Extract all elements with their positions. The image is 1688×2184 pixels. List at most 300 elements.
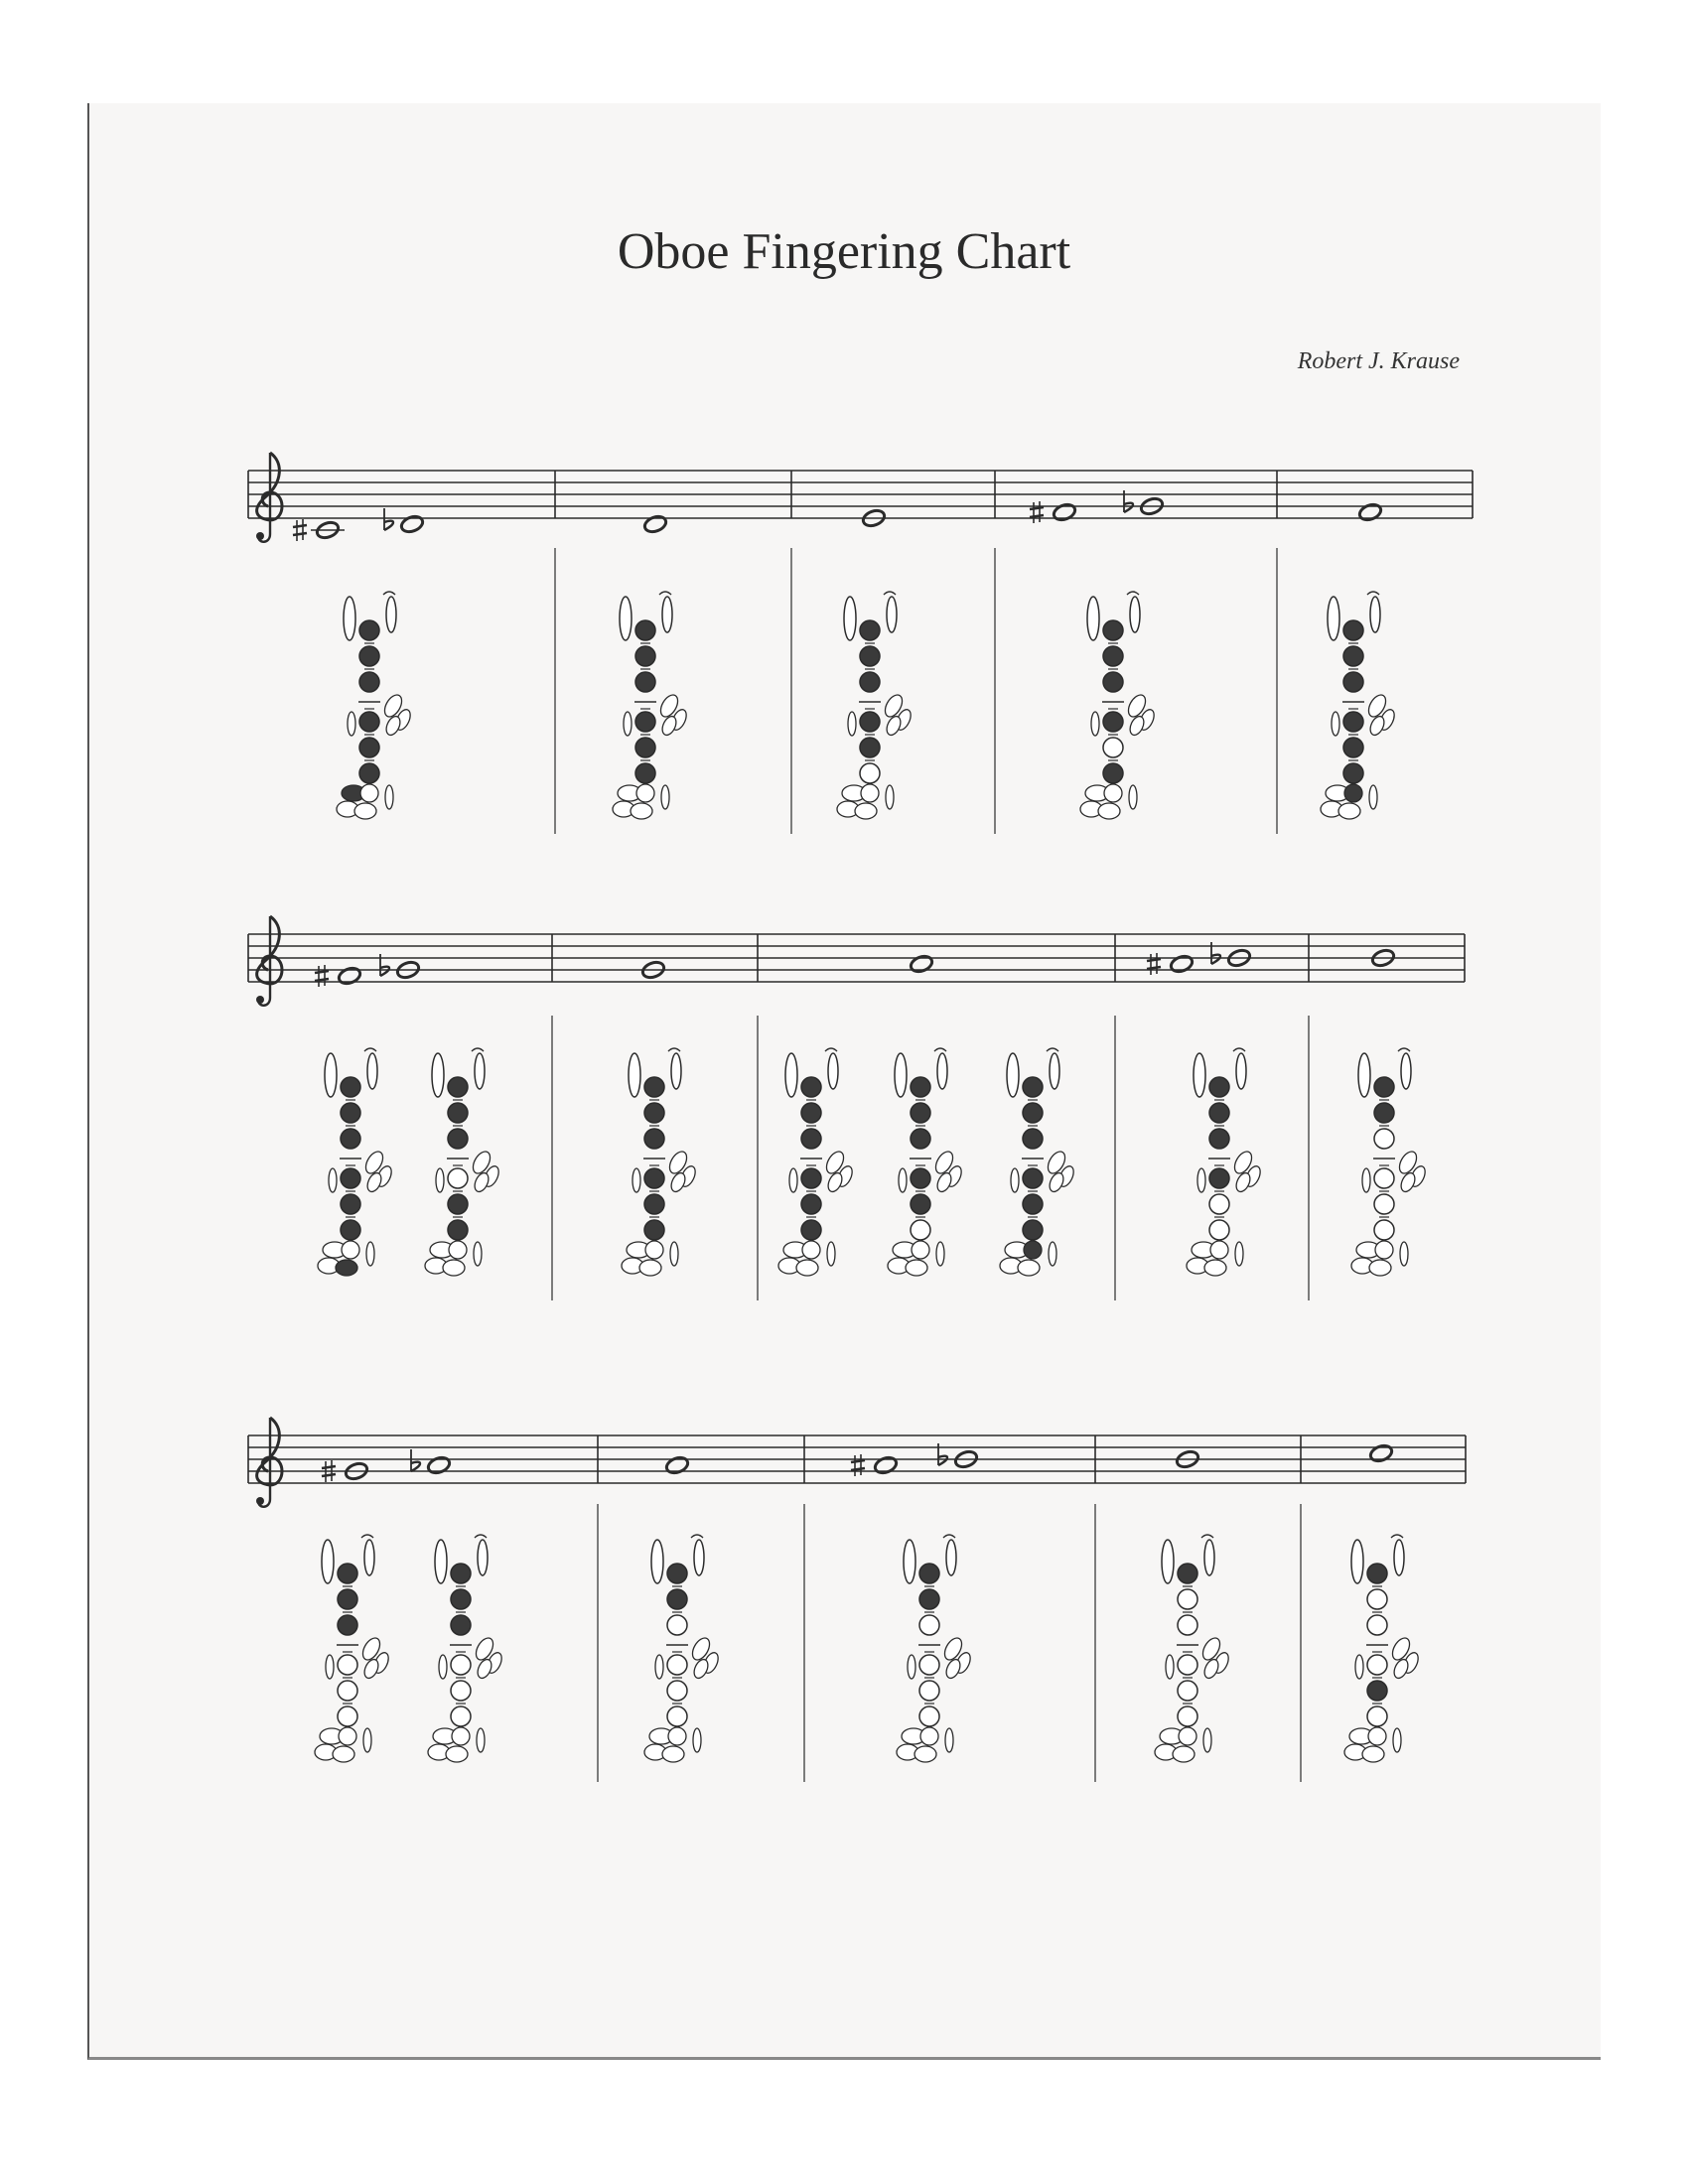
low-e-flat-key <box>906 1260 927 1276</box>
left-side-key <box>326 1655 334 1679</box>
left-side-key <box>348 712 355 736</box>
side-key-hook <box>1233 1048 1245 1051</box>
side-key-hook <box>1047 1048 1058 1051</box>
open-tone-hole <box>338 1706 357 1726</box>
closed-tone-hole <box>911 1194 930 1214</box>
closed-tone-hole <box>860 738 880 757</box>
closed-tone-hole <box>451 1615 471 1635</box>
note-head <box>642 514 667 535</box>
side-key <box>364 1540 374 1575</box>
side-key-hook <box>943 1535 955 1538</box>
side-key-hook <box>475 1535 487 1538</box>
side-key <box>1204 1540 1214 1575</box>
closed-tone-hole <box>801 1129 821 1149</box>
closed-tone-hole <box>667 1564 687 1583</box>
f-key <box>1344 784 1362 802</box>
right-hand-keys <box>1365 692 1397 737</box>
low-b-flat-key <box>936 1242 944 1266</box>
low-e-flat-key <box>1173 1746 1195 1762</box>
side-key <box>887 597 897 632</box>
closed-tone-hole <box>1367 1564 1387 1583</box>
closed-tone-hole <box>359 712 379 732</box>
low-b-flat-key <box>1203 1728 1211 1752</box>
octave-key <box>1007 1053 1019 1097</box>
f-key <box>861 784 879 802</box>
closed-tone-hole <box>1209 1168 1229 1188</box>
closed-tone-hole <box>911 1168 930 1188</box>
closed-tone-hole <box>635 712 655 732</box>
closed-tone-hole <box>644 1194 664 1214</box>
closed-tone-hole <box>341 1103 360 1123</box>
open-tone-hole <box>1367 1706 1387 1726</box>
right-hand-keys <box>470 1149 501 1193</box>
closed-tone-hole <box>1178 1564 1197 1583</box>
closed-tone-hole <box>860 712 880 732</box>
low-e-flat-key <box>855 803 877 819</box>
closed-tone-hole <box>644 1103 664 1123</box>
octave-key <box>344 597 355 640</box>
open-tone-hole <box>1178 1589 1197 1609</box>
sharp-icon <box>1147 953 1161 975</box>
low-e-flat-key <box>1338 803 1360 819</box>
right-hand-keys <box>362 1149 394 1193</box>
open-tone-hole <box>338 1681 357 1701</box>
closed-tone-hole <box>801 1220 821 1240</box>
flat-icon <box>384 508 393 530</box>
closed-tone-hole <box>448 1103 468 1123</box>
note-head <box>426 1455 451 1476</box>
closed-tone-hole <box>1103 620 1123 640</box>
low-b-flat-key <box>827 1242 835 1266</box>
octave-key <box>895 1053 907 1097</box>
sharp-stroke <box>1030 515 1044 517</box>
sharp-stroke <box>851 1468 865 1470</box>
staff-system <box>248 1418 1466 1782</box>
right-hand-keys <box>1389 1635 1421 1680</box>
open-tone-hole <box>911 1220 930 1240</box>
side-key-hook <box>1201 1535 1213 1538</box>
side-key-hook <box>364 1048 376 1051</box>
f-key <box>342 1241 359 1259</box>
open-tone-hole <box>448 1168 468 1188</box>
right-hand-keys <box>1125 692 1157 737</box>
closed-tone-hole <box>635 646 655 666</box>
right-hand-keys <box>1199 1635 1231 1680</box>
octave-key <box>432 1053 444 1097</box>
side-key <box>828 1053 838 1089</box>
octave-key <box>435 1540 447 1583</box>
right-hand-keys <box>689 1635 721 1680</box>
open-tone-hole <box>1367 1655 1387 1675</box>
note-head <box>337 966 361 987</box>
open-tone-hole <box>1209 1220 1229 1240</box>
left-side-key <box>789 1168 797 1192</box>
flat-bowl <box>384 521 393 530</box>
staff-system <box>248 453 1473 834</box>
closed-tone-hole <box>448 1077 468 1097</box>
closed-tone-hole <box>644 1220 664 1240</box>
left-side-key <box>329 1168 337 1192</box>
low-keys <box>1000 1241 1056 1276</box>
closed-tone-hole <box>1343 620 1363 640</box>
side-key-hook <box>691 1535 703 1538</box>
side-key-hook <box>668 1048 680 1051</box>
low-keys <box>622 1241 678 1276</box>
closed-tone-hole <box>860 672 880 692</box>
octave-key <box>1351 1540 1363 1583</box>
octave-key <box>904 1540 915 1583</box>
whole-note-icon <box>873 1455 898 1476</box>
low-keys <box>1344 1727 1401 1762</box>
octave-key <box>629 1053 640 1097</box>
left-side-key <box>439 1655 447 1679</box>
open-tone-hole <box>1374 1194 1394 1214</box>
treble-clef-icon <box>256 453 282 542</box>
closed-tone-hole <box>1023 1220 1043 1240</box>
side-key <box>1394 1540 1404 1575</box>
side-key <box>1050 1053 1059 1089</box>
whole-note-icon <box>909 954 933 975</box>
closed-tone-hole <box>1209 1077 1229 1097</box>
author-name: Robert J. Krause <box>1297 348 1460 374</box>
low-keys <box>1351 1241 1408 1276</box>
side-key-hook <box>934 1048 946 1051</box>
f-key <box>1024 1241 1042 1259</box>
closed-tone-hole <box>1209 1129 1229 1149</box>
closed-tone-hole <box>801 1194 821 1214</box>
note-head <box>399 514 424 535</box>
oboe-fingering-diagram-icon <box>428 1535 504 1762</box>
octave-key <box>844 597 856 640</box>
whole-note-icon <box>337 966 361 987</box>
right-hand-keys <box>882 692 914 737</box>
open-tone-hole <box>1178 1681 1197 1701</box>
low-b-flat-key <box>1235 1242 1243 1266</box>
open-tone-hole <box>1367 1615 1387 1635</box>
oboe-fingering-diagram-icon <box>1351 1048 1428 1276</box>
octave-key <box>325 1053 337 1097</box>
open-tone-hole <box>1209 1194 1229 1214</box>
clef-dot <box>256 996 264 1004</box>
closed-tone-hole <box>1023 1129 1043 1149</box>
closed-tone-hole <box>919 1589 939 1609</box>
open-tone-hole <box>919 1681 939 1701</box>
octave-key <box>322 1540 334 1583</box>
left-side-key <box>908 1655 915 1679</box>
f-key <box>912 1241 929 1259</box>
staff-system <box>248 916 1465 1300</box>
low-keys <box>778 1241 835 1276</box>
octave-key <box>1328 597 1339 640</box>
f-key <box>452 1727 470 1745</box>
low-e-flat-key <box>354 803 376 819</box>
low-keys <box>837 784 894 819</box>
oboe-fingering-diagram-icon <box>337 592 413 819</box>
sharp-icon <box>293 519 307 541</box>
oboe-fingering-diagram-icon <box>897 1535 973 1762</box>
low-e-flat-key <box>1369 1260 1391 1276</box>
low-b-flat-key <box>661 785 669 809</box>
oboe-fingering-diagram-icon <box>318 1048 394 1276</box>
left-side-key <box>899 1168 907 1192</box>
f-key <box>1368 1727 1386 1745</box>
right-hand-keys <box>381 692 413 737</box>
low-e-flat-key <box>1098 803 1120 819</box>
low-e-flat-key <box>336 1260 357 1276</box>
closed-tone-hole <box>644 1077 664 1097</box>
open-tone-hole <box>1367 1589 1387 1609</box>
oboe-fingering-diagram-icon <box>1344 1535 1421 1762</box>
oboe-fingering-diagram-icon <box>622 1048 698 1276</box>
side-key <box>1130 597 1140 632</box>
right-hand-keys <box>359 1635 391 1680</box>
f-key <box>668 1727 686 1745</box>
low-e-flat-key <box>662 1746 684 1762</box>
octave-key <box>1162 1540 1174 1583</box>
low-keys <box>613 784 669 819</box>
octave-key <box>620 597 632 640</box>
closed-tone-hole <box>359 620 379 640</box>
low-keys <box>337 784 393 819</box>
side-key <box>937 1053 947 1089</box>
octave-key <box>1194 1053 1205 1097</box>
closed-tone-hole <box>1103 646 1123 666</box>
right-hand-keys <box>1045 1149 1076 1193</box>
side-key-hook <box>825 1048 837 1051</box>
right-hand-keys <box>941 1635 973 1680</box>
sharp-stroke <box>1147 959 1161 961</box>
open-tone-hole <box>1103 738 1123 757</box>
oboe-fingering-diagram-icon <box>1187 1048 1263 1276</box>
f-key <box>1179 1727 1196 1745</box>
side-key-hook <box>884 592 896 595</box>
oboe-fingering-diagram-icon <box>644 1535 721 1762</box>
closed-tone-hole <box>451 1589 471 1609</box>
low-b-flat-key <box>886 785 894 809</box>
open-tone-hole <box>667 1655 687 1675</box>
low-b-flat-key <box>1129 785 1137 809</box>
note-head <box>1052 502 1076 523</box>
sharp-icon <box>1030 501 1044 523</box>
closed-tone-hole <box>635 763 655 783</box>
open-tone-hole <box>860 763 880 783</box>
whole-note-icon <box>642 514 667 535</box>
closed-tone-hole <box>1343 672 1363 692</box>
closed-tone-hole <box>1343 646 1363 666</box>
closed-tone-hole <box>451 1564 471 1583</box>
low-keys <box>644 1727 701 1762</box>
low-keys <box>1187 1241 1243 1276</box>
flat-bowl <box>380 967 389 976</box>
closed-tone-hole <box>911 1129 930 1149</box>
low-b-flat-key <box>474 1242 482 1266</box>
closed-tone-hole <box>919 1564 939 1583</box>
side-key <box>1370 597 1380 632</box>
closed-tone-hole <box>338 1589 357 1609</box>
octave-key <box>1087 597 1099 640</box>
low-b-flat-key <box>1369 785 1377 809</box>
side-key-hook <box>1367 592 1379 595</box>
side-key <box>946 1540 956 1575</box>
right-hand-keys <box>473 1635 504 1680</box>
open-tone-hole <box>919 1706 939 1726</box>
side-key-hook <box>361 1535 373 1538</box>
left-side-key <box>633 1168 640 1192</box>
side-key <box>475 1053 485 1089</box>
closed-tone-hole <box>1343 738 1363 757</box>
low-b-flat-key <box>945 1728 953 1752</box>
whole-note-icon <box>1052 502 1076 523</box>
low-e-flat-key <box>333 1746 354 1762</box>
closed-tone-hole <box>911 1103 930 1123</box>
closed-tone-hole <box>341 1220 360 1240</box>
oboe-fingering-diagram-icon <box>888 1048 964 1276</box>
closed-tone-hole <box>1343 712 1363 732</box>
side-key <box>694 1540 704 1575</box>
left-side-key <box>436 1168 444 1192</box>
whole-note-icon <box>399 514 424 535</box>
side-key-hook <box>472 1048 484 1051</box>
closed-tone-hole <box>644 1168 664 1188</box>
whole-note-icon <box>426 1455 451 1476</box>
sharp-stroke <box>322 1466 336 1468</box>
f-key <box>920 1727 938 1745</box>
closed-tone-hole <box>1023 1103 1043 1123</box>
open-tone-hole <box>667 1615 687 1635</box>
closed-tone-hole <box>801 1103 821 1123</box>
right-hand-keys <box>1231 1149 1263 1193</box>
open-tone-hole <box>1374 1129 1394 1149</box>
low-keys <box>1080 784 1137 819</box>
left-side-key <box>1011 1168 1019 1192</box>
sharp-stroke <box>322 1474 336 1476</box>
right-hand-keys <box>657 692 689 737</box>
closed-tone-hole <box>341 1077 360 1097</box>
closed-tone-hole <box>1023 1077 1043 1097</box>
f-key <box>449 1241 467 1259</box>
left-side-key <box>1091 712 1099 736</box>
oboe-fingering-diagram-icon <box>1000 1048 1076 1276</box>
left-side-key <box>624 712 632 736</box>
low-b-flat-key <box>670 1242 678 1266</box>
low-e-flat-key <box>631 803 652 819</box>
low-keys <box>425 1241 482 1276</box>
closed-tone-hole <box>448 1194 468 1214</box>
low-keys <box>1155 1727 1211 1762</box>
low-b-flat-key <box>693 1728 701 1752</box>
closed-tone-hole <box>1367 1681 1387 1701</box>
closed-tone-hole <box>1209 1103 1229 1123</box>
open-tone-hole <box>338 1655 357 1675</box>
note-head <box>1368 1443 1393 1464</box>
note-head <box>909 954 933 975</box>
low-b-flat-key <box>1393 1728 1401 1752</box>
closed-tone-hole <box>341 1194 360 1214</box>
side-key <box>386 597 396 632</box>
oboe-fingering-diagram-icon <box>1155 1535 1231 1762</box>
low-e-flat-key <box>1362 1746 1384 1762</box>
low-e-flat-key <box>1018 1260 1040 1276</box>
treble-clef-icon <box>256 916 282 1006</box>
closed-tone-hole <box>359 646 379 666</box>
low-keys <box>318 1241 374 1276</box>
low-b-flat-key <box>1049 1242 1056 1266</box>
low-keys <box>888 1241 944 1276</box>
open-tone-hole <box>1178 1706 1197 1726</box>
low-e-flat-key <box>639 1260 661 1276</box>
closed-tone-hole <box>1023 1168 1043 1188</box>
low-b-flat-key <box>366 1242 374 1266</box>
low-keys <box>315 1727 371 1762</box>
closed-tone-hole <box>359 738 379 757</box>
closed-tone-hole <box>359 672 379 692</box>
f-key <box>1104 784 1122 802</box>
low-b-flat-key <box>477 1728 485 1752</box>
closed-tone-hole <box>911 1077 930 1097</box>
closed-tone-hole <box>1103 672 1123 692</box>
low-b-flat-key <box>385 785 393 809</box>
closed-tone-hole <box>635 672 655 692</box>
oboe-fingering-diagram-icon <box>778 1048 855 1276</box>
sharp-stroke <box>293 525 307 527</box>
low-e-flat-key <box>1204 1260 1226 1276</box>
right-hand-keys <box>823 1149 855 1193</box>
right-hand-keys <box>932 1149 964 1193</box>
note-head <box>1169 954 1194 975</box>
low-b-flat-key <box>1400 1242 1408 1266</box>
clef-dot <box>256 1497 264 1505</box>
page-title: Oboe Fingering Chart <box>617 223 1071 280</box>
open-tone-hole <box>451 1681 471 1701</box>
sharp-stroke <box>293 533 307 535</box>
whole-note-icon <box>1357 502 1382 523</box>
left-side-key <box>655 1655 663 1679</box>
left-side-key <box>848 712 856 736</box>
flat-icon <box>411 1449 420 1471</box>
f-key <box>636 784 654 802</box>
closed-tone-hole <box>667 1589 687 1609</box>
sharp-stroke <box>315 979 329 981</box>
low-e-flat-key <box>796 1260 818 1276</box>
low-e-flat-key <box>446 1746 468 1762</box>
closed-tone-hole <box>1374 1103 1394 1123</box>
open-tone-hole <box>1178 1615 1197 1635</box>
closed-tone-hole <box>1103 712 1123 732</box>
open-tone-hole <box>451 1706 471 1726</box>
side-key <box>671 1053 681 1089</box>
closed-tone-hole <box>860 620 880 640</box>
closed-tone-hole <box>1023 1194 1043 1214</box>
closed-tone-hole <box>359 763 379 783</box>
f-key <box>1210 1241 1228 1259</box>
octave-key <box>785 1053 797 1097</box>
note-head <box>664 1455 689 1476</box>
note-head <box>873 1455 898 1476</box>
closed-tone-hole <box>1343 763 1363 783</box>
flat-bowl <box>938 1456 947 1465</box>
closed-tone-hole <box>644 1129 664 1149</box>
sharp-stroke <box>1147 967 1161 969</box>
f-key <box>360 784 378 802</box>
side-key-hook <box>1127 592 1139 595</box>
left-side-key <box>1332 712 1339 736</box>
octave-key <box>651 1540 663 1583</box>
side-key <box>1401 1053 1411 1089</box>
open-tone-hole <box>451 1655 471 1675</box>
low-e-flat-key <box>914 1746 936 1762</box>
whole-note-icon <box>664 1455 689 1476</box>
closed-tone-hole <box>1374 1077 1394 1097</box>
